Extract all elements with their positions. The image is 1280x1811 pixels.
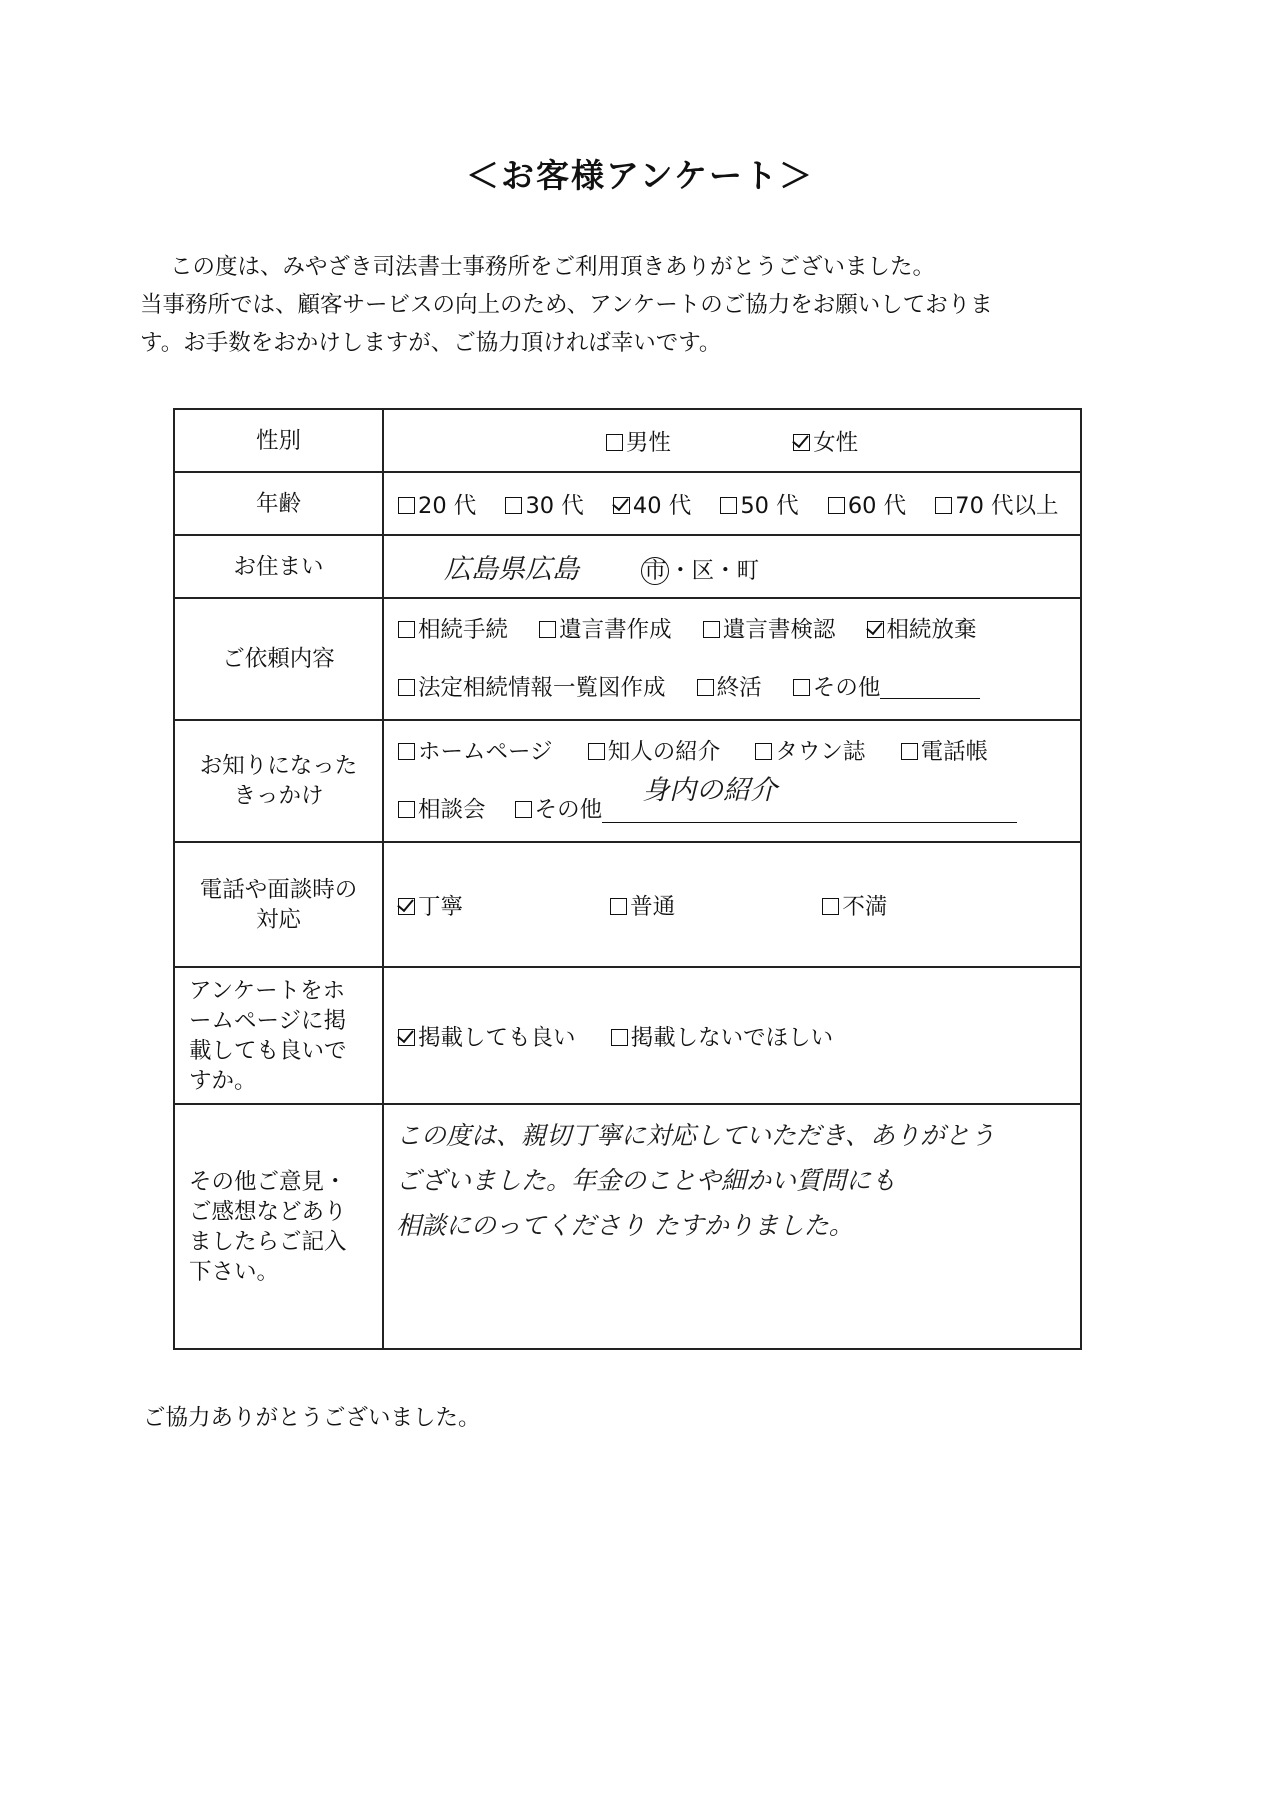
city-circled: 市 [641,557,669,585]
checkbox-icon[interactable] [588,743,605,760]
town-text: 町 [736,558,760,584]
response-options [383,842,1081,967]
checkbox-icon[interactable] [539,621,556,638]
age-label: 年齢 [174,472,383,535]
checkbox-icon[interactable] [398,497,415,514]
checkbox-icon[interactable] [935,497,952,514]
checkbox-icon[interactable] [867,621,884,638]
option-publish-no[interactable]: 掲載しないでほしい [611,1020,834,1052]
request-label: ご依頼内容 [174,598,383,720]
gender-options [383,409,1081,472]
option-inheritance-renunciation[interactable]: 相続放棄 [867,601,977,659]
checkbox-icon[interactable] [822,898,839,915]
row-address [174,535,1081,598]
checkbox-icon[interactable] [398,621,415,638]
source-other-field[interactable] [602,775,1017,823]
publish-options [383,967,1081,1104]
checkbox-icon[interactable] [398,743,415,760]
checkbox-icon[interactable] [505,497,522,514]
option-polite[interactable]: 丁寧 [398,889,603,921]
address-handwritten: 広島県広島 [444,554,579,585]
option-dissatisfied[interactable]: 不満 [822,889,887,921]
checkbox-icon[interactable] [398,801,415,818]
checkbox-icon[interactable] [398,898,415,915]
checkbox-icon[interactable] [398,679,415,696]
option-phonebook[interactable]: 電話帳 [901,723,989,781]
option-town-magazine[interactable]: タウン誌 [755,723,865,781]
ward-text: ・区・ [669,558,737,584]
comments-field[interactable] [383,1104,1081,1349]
option-age-50[interactable]: 50 代 [720,488,798,520]
publish-label: アンケートをホ ームページに掲 載しても良いで すか。 [174,967,383,1104]
page-title: ＜お客様アンケート＞ [465,156,815,195]
source-other-handwritten: 身内の紹介 [642,775,778,806]
address-label: お住まい [174,535,383,598]
option-age-70[interactable]: 70 代以上 [935,488,1058,520]
option-inheritance-procedure[interactable]: 相続手続 [398,601,508,659]
row-source [174,720,1081,842]
request-other-blank[interactable] [880,676,980,699]
response-label: 電話や面談時の 対応 [174,842,383,967]
checkbox-icon[interactable] [793,679,810,696]
comments-label: その他ご意見・ ご感想などあり ましたらご記入 下さい。 [174,1104,383,1349]
checkbox-icon[interactable] [901,743,918,760]
gender-label: 性別 [174,409,383,472]
row-publish [174,967,1081,1104]
option-age-60[interactable]: 60 代 [828,488,906,520]
survey-table [173,408,1082,1350]
checkbox-icon[interactable] [515,801,532,818]
checkbox-icon[interactable] [720,497,737,514]
checkbox-icon[interactable] [697,679,714,696]
comments-handwritten: この度は、親切丁寧に対応していただき、ありがとう ございました。年金のことや細かい質問にも 相談にのってくださり たすかりました。 [396,1121,996,1240]
checkbox-icon[interactable] [828,497,845,514]
intro-line: この度は、みやざき司法書士事務所をご利用頂きありがとうございました。 [170,254,936,280]
row-age [174,472,1081,535]
checkbox-icon[interactable] [610,898,627,915]
option-heir-chart[interactable]: 法定相続情報一覧図作成 [398,659,666,717]
intro-line: す。お手数をおかけしますが、ご協力頂ければ幸いです。 [140,330,722,356]
option-age-20[interactable]: 20 代 [398,488,476,520]
option-end-of-life[interactable]: 終活 [697,659,762,717]
option-will-probate[interactable]: 遺言書検認 [703,601,836,659]
intro-text [140,248,1140,362]
checkbox-icon[interactable] [606,434,623,451]
option-consultation-event[interactable]: 相談会 [398,781,486,839]
closing-text: ご協力ありがとうございました。 [143,1405,481,1431]
option-age-30[interactable]: 30 代 [505,488,583,520]
row-comments [174,1104,1081,1349]
option-publish-ok[interactable]: 掲載しても良い [398,1020,576,1052]
checkbox-icon[interactable] [611,1029,628,1046]
row-response [174,842,1081,967]
option-request-other[interactable]: その他 [793,659,881,717]
checkbox-icon[interactable] [613,497,630,514]
checkbox-icon[interactable] [755,743,772,760]
intro-line: 当事務所では、顧客サービスの向上のため、アンケートのご協力をお願いしておりま [140,292,993,318]
checkbox-icon[interactable] [793,434,810,451]
row-request [174,598,1081,720]
option-female[interactable]: 女性 [793,425,858,457]
request-options [383,598,1081,720]
age-options [383,472,1081,535]
source-options [383,720,1081,842]
option-will-creation[interactable]: 遺言書作成 [539,601,672,659]
row-gender [174,409,1081,472]
source-label: お知りになった きっかけ [174,720,383,842]
option-normal[interactable]: 普通 [610,889,815,921]
option-homepage[interactable]: ホームページ [398,723,553,781]
option-age-40[interactable]: 40 代 [613,488,691,520]
option-referral[interactable]: 知人の紹介 [588,723,721,781]
checkbox-icon[interactable] [703,621,720,638]
address-field[interactable] [383,535,1081,598]
option-source-other[interactable]: その他 [515,781,603,839]
checkbox-icon[interactable] [398,1029,415,1046]
option-male[interactable]: 男性 [606,425,671,457]
